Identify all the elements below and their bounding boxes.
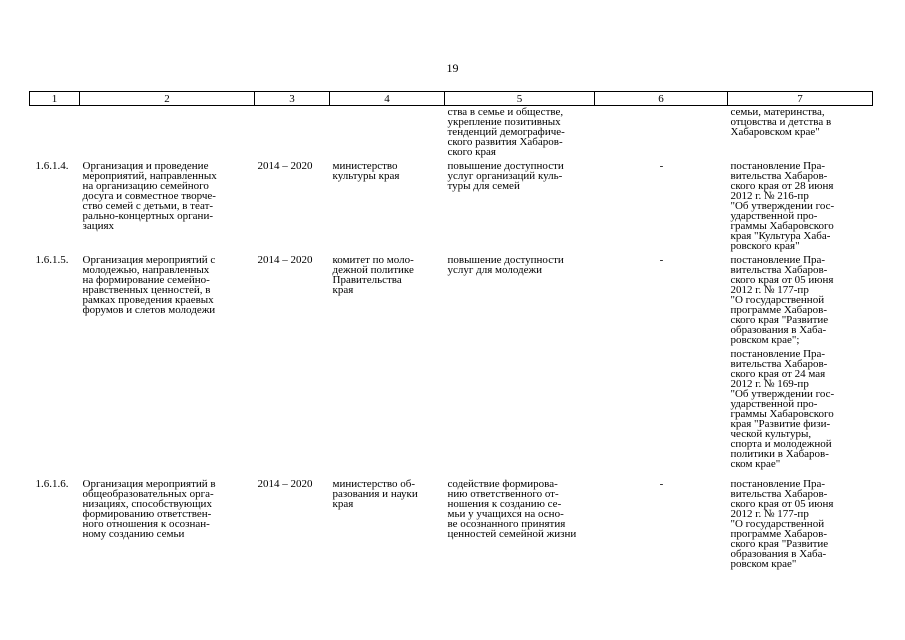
legal-basis: постановление Пра- вительства Хабаров- ского края от 05 июня 2012 г. № 177-пр "О государственной программе Хабаров- ского края "Развитие образования в Хаба- ровском крае";: [730, 254, 834, 346]
row-number: 1.6.1.5.: [35, 254, 69, 266]
header-col-3: 3: [255, 92, 330, 106]
legal-basis-2: постановление Пра- вительства Хабаров- ского края от 24 мая 2012 г. № 169-пр "Об утверждении гос- ударственной про- граммы Хабаровского края "Развитие физи- ческой культуры, спорта и молодежной политики в Хабаров- ском крае": [730, 348, 835, 470]
legal-basis: постановление Пра- вительства Хабаров- ского края от 05 июня 2012 г. № 177-пр "О государственной программе Хабаров- ского края "Развитие образования в Хаба- ровском крае": [730, 478, 834, 570]
measures-table-container: [29, 91, 872, 569]
continuation-result: ства в семье и обществе, укрепление позитивных тенденций демографиче- ского развития Хабаров- ского края: [447, 106, 565, 158]
period: 2014 – 2020: [257, 254, 313, 266]
table-row-1-6-1-5: [30, 251, 873, 345]
executor: министерство культуры края: [332, 160, 400, 182]
header-col-5: 5: [445, 92, 595, 106]
period: 2014 – 2020: [257, 478, 313, 490]
period: 2014 – 2020: [257, 160, 313, 172]
expected-result: содействие формирова- нию ответственного от- ношения к созданию се- мьи у учащихся на осно- ве осознанного принятия ценностей семейной жизни: [447, 478, 577, 540]
header-col-2: 2: [80, 92, 255, 106]
column-6-value: -: [659, 160, 664, 172]
column-6-value: -: [659, 254, 664, 266]
measure-name: Организация мероприятий в общеобразовательных орга- низациях, способствующих формированию ответствен- ного отношения к осознан- ному созданию семьи: [82, 478, 216, 540]
measure-name: Организация и проведение мероприятий, направленных на организацию семейного досуга и совместное творче- ство семей с детьми, в теат- рально-концертных органи- зациях: [82, 160, 217, 232]
measures-table: [29, 91, 873, 569]
continuation-basis: семьи, материнства, отцовства и детства в Хабаровском крае": [730, 106, 832, 138]
table-row-1-6-1-6: [30, 475, 873, 569]
continuation-row: [30, 106, 873, 158]
row-number: 1.6.1.6.: [35, 478, 69, 490]
column-number-header: [30, 92, 873, 106]
header-col-1: 1: [30, 92, 80, 106]
table-row-1-6-1-5-extra-basis: [30, 345, 873, 475]
legal-basis: постановление Пра- вительства Хабаров- ского края от 28 июня 2012 г. № 216-пр "Об утверждении гос- ударственной про- граммы Хабаровского края "Культура Хаба- ровского края": [730, 160, 835, 252]
executor: комитет по моло- дежной политике Правительства края: [332, 254, 414, 296]
expected-result: повышение доступности услуг организаций куль- туры для семей: [447, 160, 564, 192]
measure-name: Организация мероприятий с молодежью, направленных на формирование семейно- нравственных ценностей, в рамках проведения краевых форумов и слетов молодежи: [82, 254, 216, 316]
header-col-7: 7: [728, 92, 873, 106]
expected-result: повышение доступности услуг для молодежи: [447, 254, 564, 276]
header-col-6: 6: [595, 92, 728, 106]
column-6-value: -: [659, 478, 664, 490]
executor: министерство об- разования и науки края: [332, 478, 418, 510]
header-col-4: 4: [330, 92, 445, 106]
page-number: 19: [446, 61, 459, 75]
table-row-1-6-1-4: [30, 157, 873, 251]
row-number: 1.6.1.4.: [35, 160, 69, 172]
